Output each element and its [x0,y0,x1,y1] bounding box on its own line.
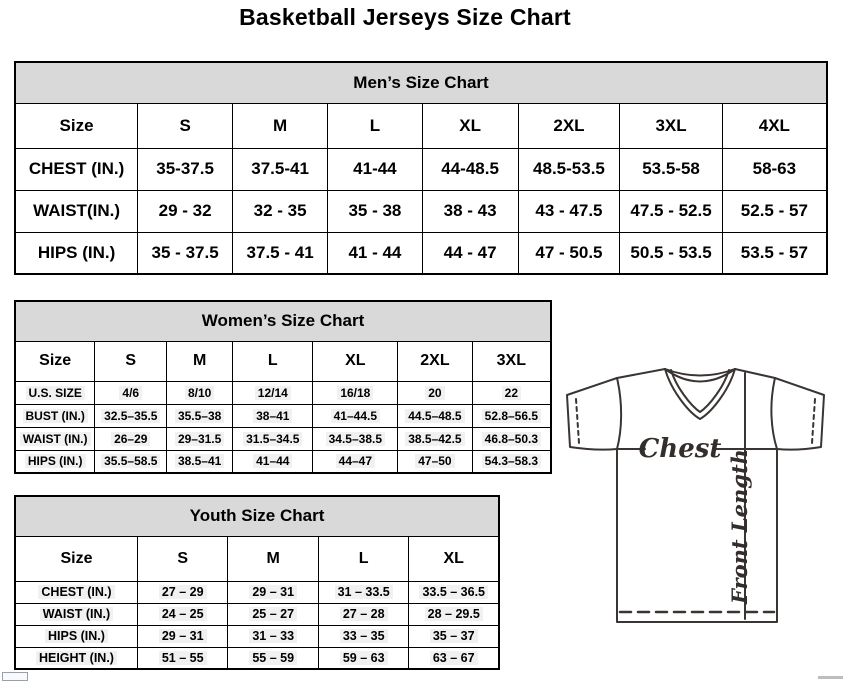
table-cell: 8/10 [167,381,233,404]
table-cell: 46.8–50.3 [472,427,551,450]
table-cell: 48.5-53.5 [518,148,620,190]
jersey-measurement-diagram [557,362,837,630]
page-title: Basketball Jerseys Size Chart [239,4,571,30]
table-cell: 31 – 33 [228,625,319,647]
mens-col-header-2xl: 2XL [518,103,620,148]
table-cell: 52.5 - 57 [722,190,827,232]
table-cell: 63 – 67 [409,647,499,669]
row-label: WAIST (IN.) [15,427,95,450]
table-cell: 35-37.5 [138,148,233,190]
table-cell: 27 – 28 [318,603,409,625]
table-cell: 37.5 - 41 [233,232,328,274]
mens-col-header-m: M [233,103,328,148]
youth-waist-row [15,603,499,625]
youth-col-header-size: Size [15,536,137,581]
table-cell: 35 - 38 [328,190,423,232]
table-cell: 58-63 [722,148,827,190]
womens-chart-title: Women’s Size Chart [15,301,551,341]
row-label: CHEST (IN.) [15,148,138,190]
table-cell: 26–29 [95,427,167,450]
table-cell: 41–44 [233,450,313,473]
table-cell: 16/18 [313,381,398,404]
table-cell: 37.5-41 [233,148,328,190]
mens-size-chart-table [14,61,828,275]
table-cell: 35 - 37.5 [138,232,233,274]
table-cell: 29 - 32 [138,190,233,232]
table-cell: 53.5 - 57 [722,232,827,274]
table-cell: 44.5–48.5 [398,404,473,427]
table-cell: 47.5 - 52.5 [620,190,722,232]
mens-chest-row [15,148,827,190]
womens-col-header-xl: XL [313,341,398,381]
womens-waist-row [15,427,551,450]
row-label: WAIST (IN.) [15,603,137,625]
youth-height-row [15,647,499,669]
table-cell: 35.5–58.5 [95,450,167,473]
mens-hips-row [15,232,827,274]
table-cell: 44–47 [313,450,398,473]
mens-chart-title: Men’s Size Chart [15,62,827,103]
table-cell: 41-44 [328,148,423,190]
table-cell: 41–44.5 [313,404,398,427]
table-cell: 44-48.5 [422,148,518,190]
womens-col-header-m: M [167,341,233,381]
table-cell: 33.5 – 36.5 [409,581,499,603]
table-cell: 43 - 47.5 [518,190,620,232]
mens-col-header-l: L [328,103,423,148]
table-cell: 24 – 25 [137,603,228,625]
womens-ussize-row [15,381,551,404]
table-cell: 27 – 29 [137,581,228,603]
row-label: HEIGHT (IN.) [15,647,137,669]
row-label: HIPS (IN.) [15,232,138,274]
mens-waist-row [15,190,827,232]
table-cell: 32 - 35 [233,190,328,232]
table-cell: 47 - 50.5 [518,232,620,274]
front-length-label: Front Length [727,449,752,604]
youth-hips-row [15,625,499,647]
womens-header-row [15,341,551,381]
table-cell: 55 – 59 [228,647,319,669]
table-cell: 25 – 27 [228,603,319,625]
youth-chest-row [15,581,499,603]
womens-bust-row [15,404,551,427]
mens-col-header-s: S [138,103,233,148]
womens-hips-row [15,450,551,473]
table-cell: 35.5–38 [167,404,233,427]
womens-col-header-2xl: 2XL [398,341,473,381]
table-cell: 44 - 47 [422,232,518,274]
table-cell: 31.5–34.5 [233,427,313,450]
table-cell: 38 - 43 [422,190,518,232]
table-cell: 29 – 31 [137,625,228,647]
row-label: BUST (IN.) [15,404,95,427]
table-cell: 54.3–58.3 [472,450,551,473]
womens-col-header-s: S [95,341,167,381]
mens-col-header-size: Size [15,103,138,148]
table-cell: 29 – 31 [228,581,319,603]
chest-label: Chest [638,434,722,464]
row-label: WAIST(IN.) [15,190,138,232]
table-cell: 22 [472,381,551,404]
row-label: HIPS (IN.) [15,450,95,473]
table-cell: 59 – 63 [318,647,409,669]
mens-col-header-4xl: 4XL [722,103,827,148]
bottom-left-cutoff-fragment [2,672,28,681]
table-cell: 28 – 29.5 [409,603,499,625]
womens-col-header-size: Size [15,341,95,381]
table-cell: 50.5 - 53.5 [620,232,722,274]
womens-size-chart-table [14,300,552,473]
youth-chart-title: Youth Size Chart [15,496,499,536]
jersey-outline-icon [557,362,837,630]
youth-size-chart-table [14,495,500,670]
table-cell: 41 - 44 [328,232,423,274]
table-cell: 31 – 33.5 [318,581,409,603]
mens-col-header-3xl: 3XL [620,103,722,148]
table-cell: 38.5–42.5 [398,427,473,450]
womens-col-header-l: L [233,341,313,381]
youth-header-row [15,536,499,581]
table-cell: 52.8–56.5 [472,404,551,427]
womens-col-header-3xl: 3XL [472,341,551,381]
row-label: CHEST (IN.) [15,581,137,603]
table-cell: 51 – 55 [137,647,228,669]
row-label: HIPS (IN.) [15,625,137,647]
table-cell: 38–41 [233,404,313,427]
table-cell: 29–31.5 [167,427,233,450]
youth-col-header-xl: XL [409,536,499,581]
youth-col-header-l: L [318,536,409,581]
table-cell: 47–50 [398,450,473,473]
table-cell: 35 – 37 [409,625,499,647]
table-cell: 33 – 35 [318,625,409,647]
row-label: U.S. SIZE [15,381,95,404]
mens-col-header-xl: XL [422,103,518,148]
mens-header-row [15,103,827,148]
table-cell: 4/6 [95,381,167,404]
table-cell: 20 [398,381,473,404]
youth-col-header-m: M [228,536,319,581]
youth-col-header-s: S [137,536,228,581]
table-cell: 32.5–35.5 [95,404,167,427]
table-cell: 38.5–41 [167,450,233,473]
table-cell: 53.5-58 [620,148,722,190]
table-cell: 34.5–38.5 [313,427,398,450]
table-cell: 12/14 [233,381,313,404]
